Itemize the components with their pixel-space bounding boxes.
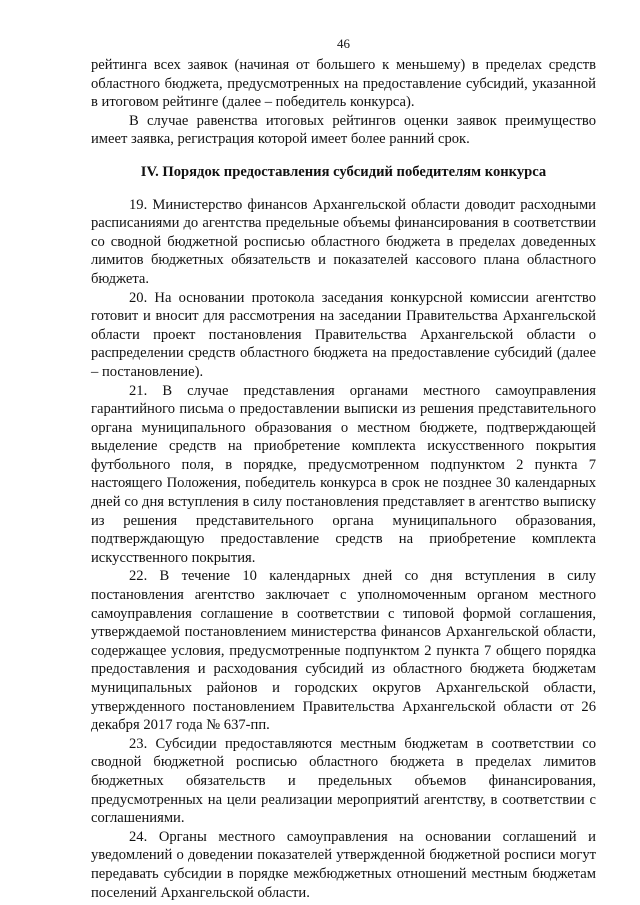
paragraph-22: 22. В течение 10 календарных дней со дня вступления в силу постановления агентство заключает с уполномоченным органом местного самоуправления соглашение в соответствии с типовой формой соглашения, утверждаемой постановлением министерства финансов Архангельской области, содержащее условия, предусмотренные подпунктом 2 пункта 7 общего порядка предоставления и расходования субсидий из областного бюджета бюджетам муниципальных районов и городских округов Архангельской области, утвержденного постановлением Правительства Архангельской области от 26 декабря 2017 года № 637-пп. bbox=[91, 568, 596, 734]
section-heading: IV. Порядок предоставления субсидий победителям конкурса bbox=[140, 163, 547, 180]
paragraph-continuation: рейтинга всех заявок (начиная от большего к меньшему) в пределах средств областного бюджета, предусмотренных на предоставление субсидий, указанной в итоговом рейтинге (далее – победитель конкурса). bbox=[91, 57, 596, 111]
page-number: 46 bbox=[337, 36, 350, 51]
paragraph-20: 20. На основании протокола заседания конкурсной комиссии агентство готовит и вносит для рассмотрения на заседании Правительства Архангельской области проект постановления Правительства Архангельской области о распределении средств областного бюджета на предоставление субсидий (далее – постановление). bbox=[91, 289, 596, 380]
paragraph-24: 24. Органы местного самоуправления на основании соглашений и уведомлений о доведении показателей утвержденной бюджетной росписи могут передавать субсидии в порядке межбюджетных отношений местным бюджетам поселений Архангельской области. bbox=[91, 828, 596, 901]
paragraph-19: 19. Министерство финансов Архангельской области доводит расходными расписаниями до агентства предельные объемы финансирования в соответствии со сводной бюджетной росписью областного бюджета в пределах доведенных лимитов бюджетных обязательств и показателей кассового плана областного бюджета. bbox=[91, 196, 596, 287]
paragraph-21: 21. В случае представления органами местного самоуправления гарантийного письма о предоставлении выписки из решения представительного органа муниципального образования о местном бюджете, подтверждающей выделение средств на приобретение комплекта искусственного покрытия футбольного поля, в порядке, предусмотренном подпунктом 2 пункта 7 настоящего Положения, победитель конкурса в срок не позднее 30 календарных дней со дня вступления в силу постановления представляет в агентство выписку из решения представительного органа муниципального образования, подтверждающую предоставление средств на приобретение комплекта искусственного покрытия. bbox=[91, 382, 596, 566]
paragraph-23: 23. Субсидии предоставляются местным бюджетам в соответствии со сводной бюджетной росписью областного бюджета в пределах лимитов бюджетных обязательств и предельных объемов финансирования, предусмотренных на цели реализации мероприятий агентству, в соответствии с соглашениями. bbox=[91, 735, 596, 827]
paragraph-tie-rule: В случае равенства итоговых рейтингов оценки заявок преимущество имеет заявка, регистрация которой имеет более ранний срок. bbox=[91, 112, 596, 148]
